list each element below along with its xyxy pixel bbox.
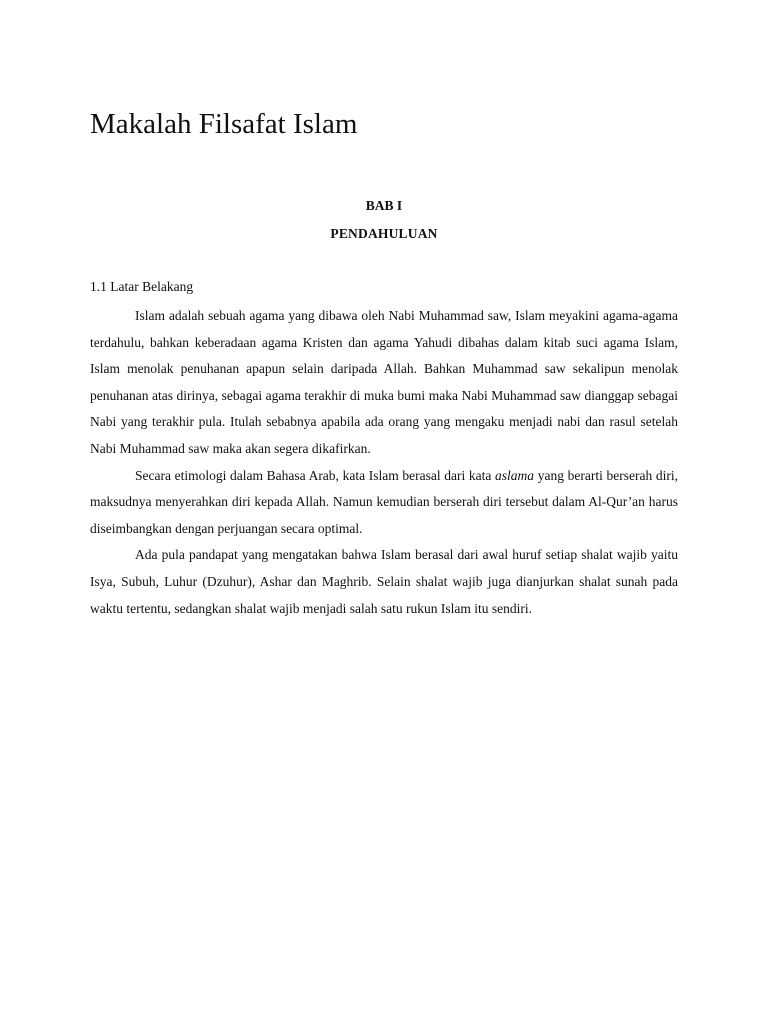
chapter-number: BAB I [365, 198, 403, 213]
paragraph-1: Islam adalah sebuah agama yang dibawa oleh Nabi Muhammad saw, Islam meyakini agama-agama terdahulu, bahkan keberadaan agama Kristen dan agama Yahudi dibahas dalam kitab suci agama Islam, Islam menolak penuhanan apapun selain daripada Allah. Bahkan Muhammad saw sekalipun menolak penuhanan atas dirinya, sebagai agama terakhir di muka bumi maka Nabi Muhammad saw dianggap sebagai Nabi yang terakhir pula. Itulah sebabnya apabila ada orang yang mengaku menjadi nabi dan rasul setelah Nabi Muhammad saw maka akan segera dikafirkan. [90, 308, 678, 456]
section-heading: 1.1 Latar Belakang [90, 279, 194, 294]
paragraph-2-start: Secara etimologi dalam Bahasa Arab, kata Islam berasal dari kata [135, 467, 496, 483]
body-text [90, 303, 678, 622]
paragraph-2-end: yang berarti berserah diri, maksudnya menyerahkan diri kepada Allah. Namun kemudian berserah diri tersebut dalam Al-Qur’an harus diseimbangkan dengan perjuangan secara optimal. [90, 467, 678, 536]
paragraph-2 [90, 463, 678, 543]
document-title: Makalah Filsafat Islam [90, 108, 358, 140]
chapter-title: PENDAHULUAN [330, 226, 438, 241]
paragraph-2-term: aslama [495, 467, 535, 483]
paragraph-3: Ada pula pandapat yang mengatakan bahwa Islam berasal dari awal huruf setiap shalat wajib yaitu Isya, Subuh, Luhur (Dzuhur), Ashar dan Maghrib. Selain shalat wajib juga dianjurkan shalat sunah pada waktu tertentu, sedangkan shalat wajib menjadi salah satu rukun Islam itu sendiri. [90, 547, 678, 616]
